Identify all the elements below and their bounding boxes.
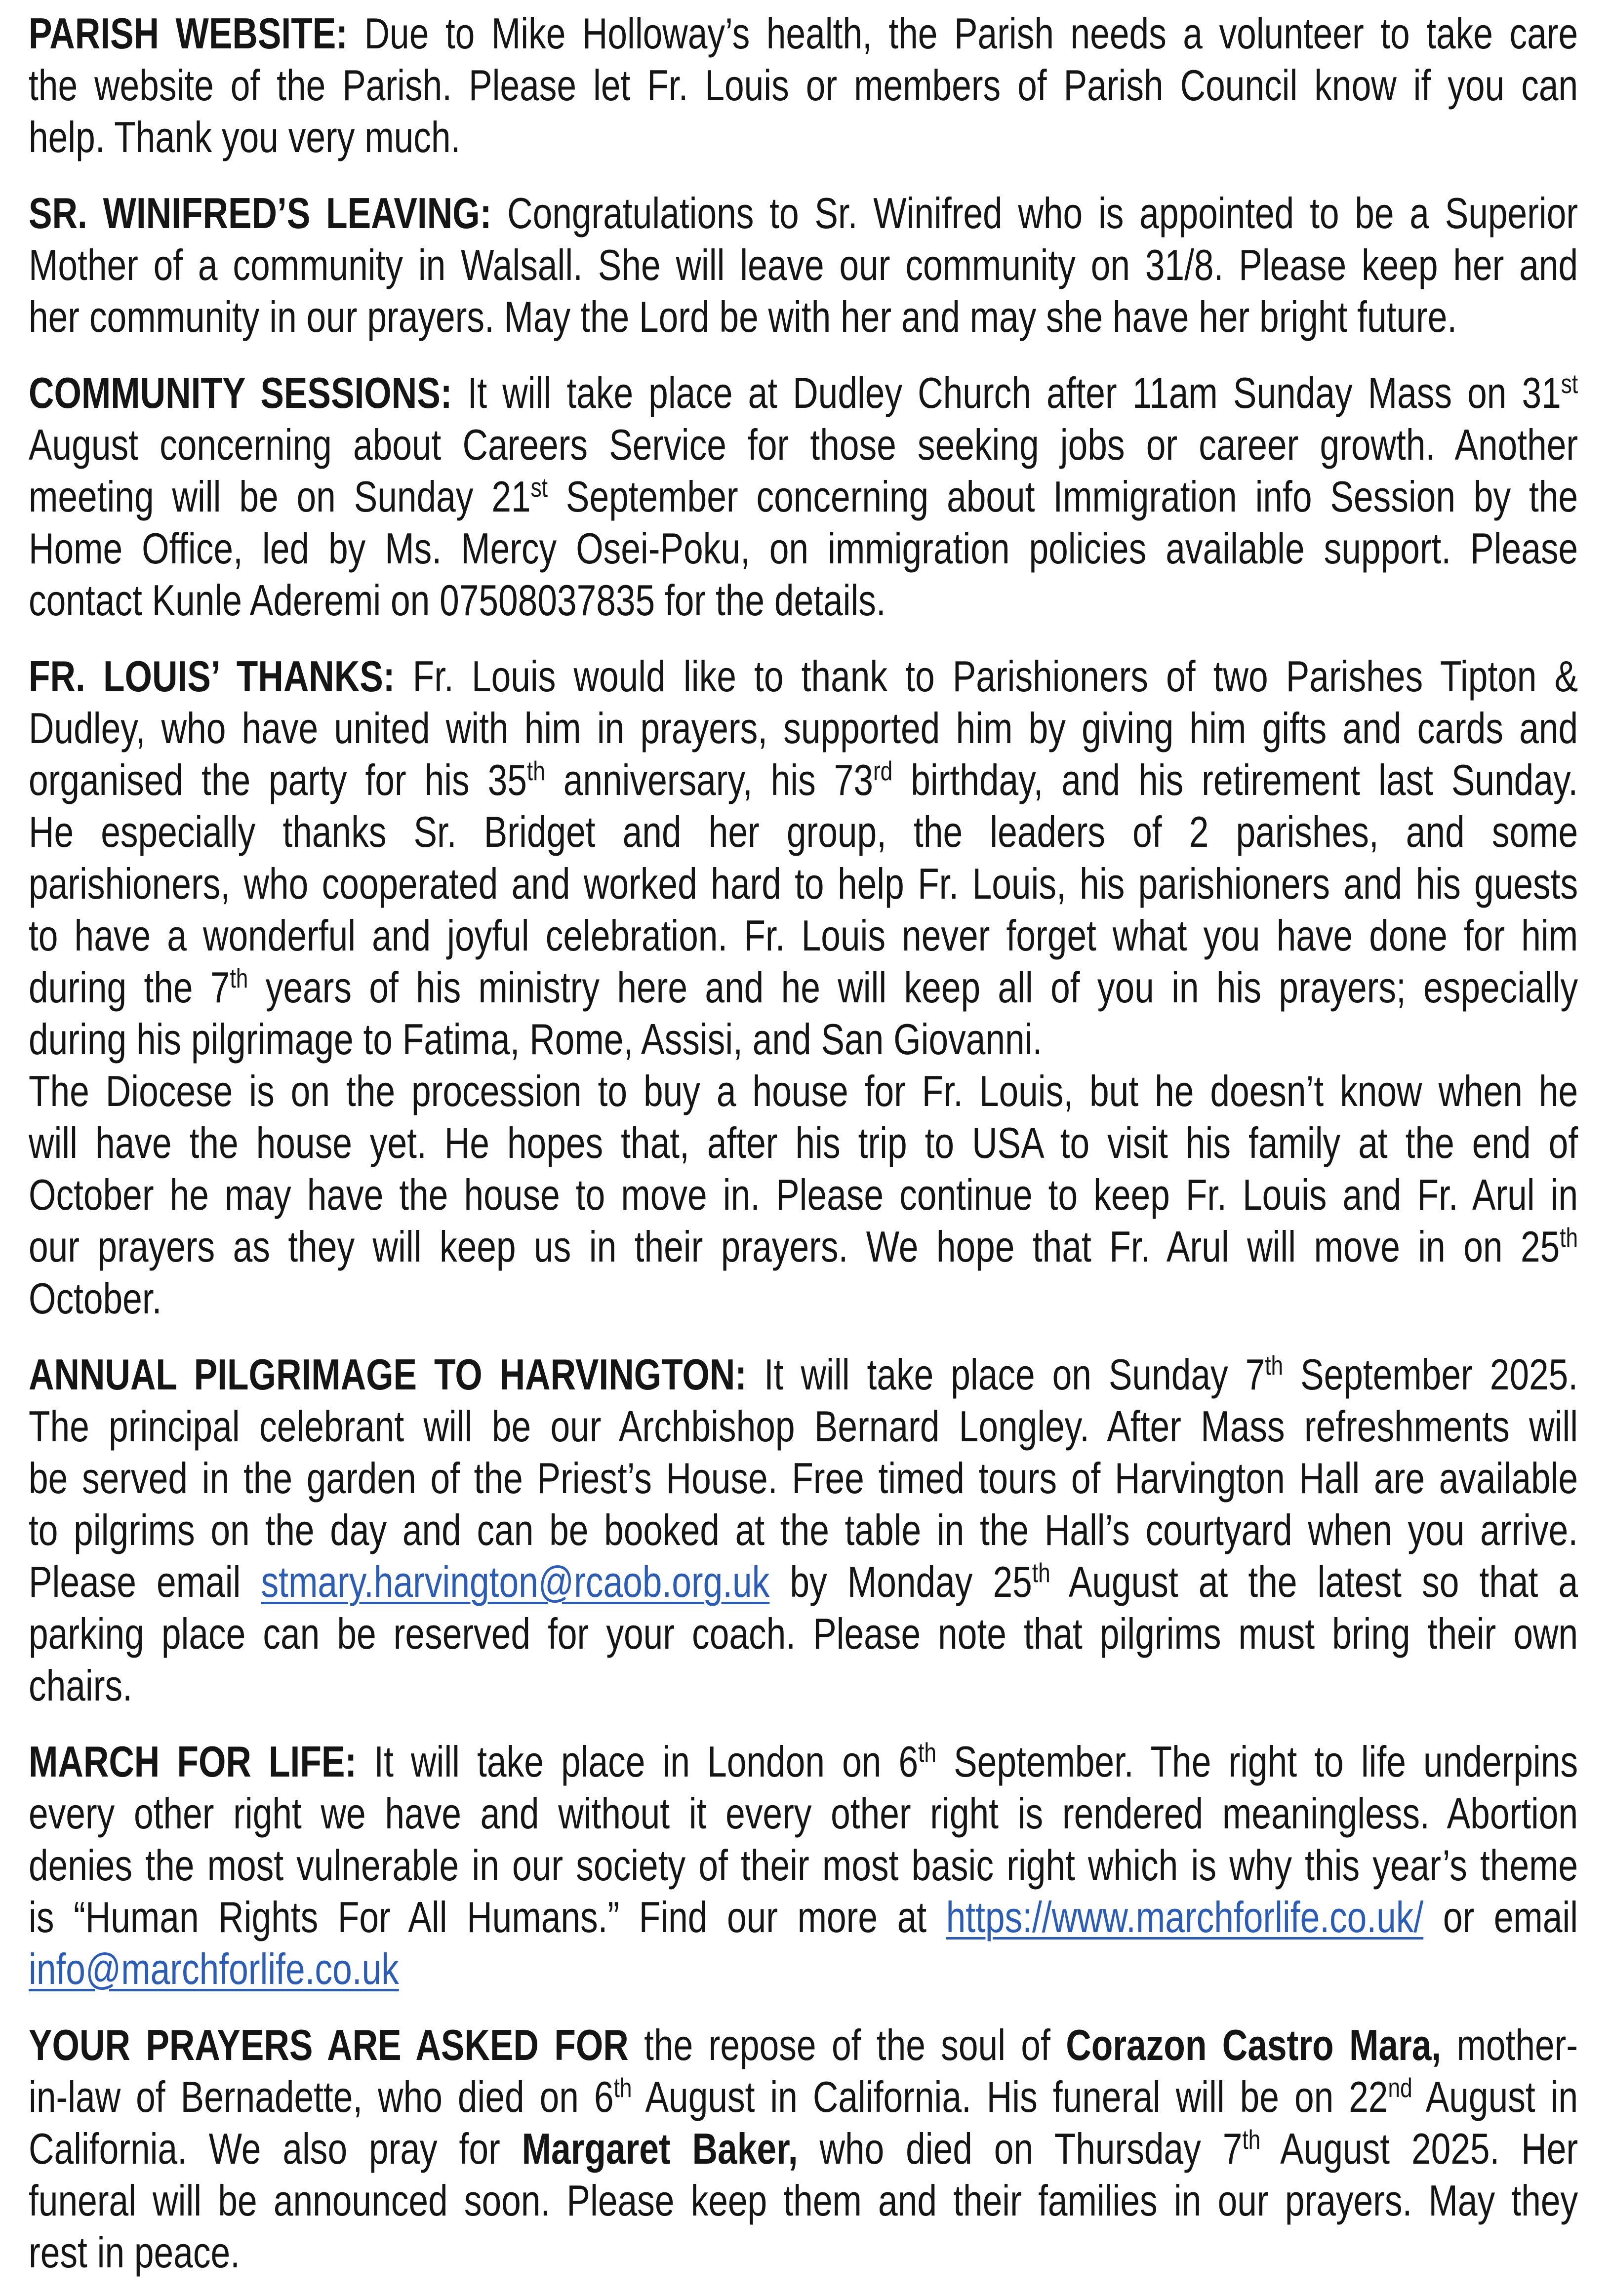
text-run: to have a wonderful and joyful celebration. Fr. Louis never forget what you have done for him — [29, 911, 1578, 960]
notices-column — [29, 7, 1578, 2278]
text-run: denies the most vulnerable in our society of their most basic right which is why this year’s theme — [29, 1841, 1578, 1890]
text-line — [29, 522, 1578, 574]
ordinal-suffix: st — [530, 473, 548, 503]
ordinal-suffix: th — [1265, 1350, 1284, 1381]
text-run: be served in the garden of the Priest’s House. Free timed tours of Harvington Hall are available — [29, 1454, 1578, 1503]
text-line — [29, 1169, 1578, 1221]
notice-parish-website — [29, 7, 1578, 163]
notice-heading: PARISH WEBSITE: — [29, 9, 348, 58]
text-run: September 2025. — [1283, 1350, 1578, 1399]
text-run: It will take place in London on 6 — [357, 1737, 919, 1786]
notice-paragraph — [29, 650, 1578, 1065]
ordinal-suffix: th — [230, 963, 248, 993]
text-line — [29, 1221, 1578, 1272]
text-line — [29, 806, 1578, 858]
notice-paragraph — [29, 367, 1578, 626]
text-run: He especially thanks Sr. Bridget and her group, the leaders of 2 parishes, and some — [29, 807, 1578, 856]
ordinal-suffix: th — [1242, 2125, 1261, 2155]
text-run: The Diocese is on the procession to buy a house for Fr. Louis, but he doesn’t know when he — [29, 1067, 1578, 1115]
text-line — [29, 2123, 1578, 2175]
text-run: mother- — [1441, 2020, 1578, 2069]
text-line — [29, 471, 1578, 522]
text-line — [29, 1013, 1578, 1065]
text-line — [29, 1943, 1578, 1995]
text-run: by Monday 25 — [769, 1557, 1032, 1606]
text-run: rest in peace. — [29, 2228, 240, 2277]
text-run: Fr. Louis would like to thank to Parishioners of two Parishes Tipton & — [395, 652, 1578, 701]
text-run: Please email — [29, 1557, 261, 1606]
text-run: October. — [29, 1274, 162, 1323]
notice-heading: ANNUAL PILGRIMAGE TO HARVINGTON: — [29, 1350, 747, 1399]
text-run: October he may have the house to move in. Please continue to keep Fr. Louis and Fr. Arul in — [29, 1170, 1578, 1219]
text-line — [29, 1504, 1578, 1556]
text-line — [29, 2019, 1578, 2071]
notice-heading: MARCH FOR LIFE: — [29, 1737, 357, 1786]
text-run: September. The right to life underpins — [936, 1737, 1578, 1786]
text-run: Mother of a community in Walsall. She will leave our community on 31/8. Please keep her and — [29, 240, 1578, 289]
text-line — [29, 1608, 1578, 1660]
text-run: parishioners, who cooperated and worked hard to help Fr. Louis, his parishioners and his guests — [29, 859, 1578, 908]
text-run: meeting will be on Sunday 21 — [29, 472, 531, 521]
notice-paragraph — [29, 1736, 1578, 1995]
ordinal-suffix: st — [1561, 369, 1578, 399]
text-line — [29, 367, 1578, 419]
notice-paragraph — [29, 1348, 1578, 1711]
text-run: Dudley, who have united with him in prayers, supported him by giving him gifts and cards and — [29, 704, 1578, 752]
ordinal-suffix: th — [1560, 1223, 1578, 1253]
notice-paragraph — [29, 7, 1578, 163]
notice-heading: SR. WINIFRED’S LEAVING: — [29, 189, 492, 238]
text-line — [29, 1272, 1578, 1324]
text-run: contact Kunle Aderemi on 07508037835 for the details. — [29, 576, 886, 625]
text-line — [29, 574, 1578, 626]
text-line — [29, 2175, 1578, 2226]
text-run: our prayers as they will keep us in their prayers. We hope that Fr. Arul will move in on 25 — [29, 1222, 1560, 1271]
email-link[interactable]: stmary.harvington@rcaob.org.uk — [261, 1557, 770, 1606]
text-line — [29, 1400, 1578, 1452]
text-line — [29, 1787, 1578, 1839]
notice-annual-pilgrimage-to-harvington — [29, 1348, 1578, 1711]
ordinal-suffix: th — [1032, 1558, 1050, 1588]
text-line — [29, 858, 1578, 910]
text-run: the repose of the soul of — [628, 2020, 1066, 2069]
notice-march-for-life — [29, 1736, 1578, 1995]
text-line — [29, 1348, 1578, 1400]
text-line — [29, 1065, 1578, 1117]
text-run: birthday, and his retirement last Sunday. — [892, 755, 1578, 804]
text-line — [29, 59, 1578, 111]
text-line — [29, 1660, 1578, 1711]
text-run: during his pilgrimage to Fatima, Rome, Assisi, and San Giovanni. — [29, 1015, 1043, 1064]
text-run: to pilgrims on the day and can be booked at the table in the Hall’s courtyard when you arrive. — [29, 1505, 1578, 1554]
text-run: every other right we have and without it every other right is rendered meaningless. Abortion — [29, 1789, 1578, 1838]
text-run: in-law of Bernadette, who died on 6 — [29, 2072, 614, 2121]
notice-heading: COMMUNITY SESSIONS: — [29, 368, 452, 417]
text-run: September concerning about Immigration info Session by the — [548, 472, 1578, 521]
ordinal-suffix: th — [526, 756, 545, 786]
text-run: August at the latest so that a — [1050, 1557, 1578, 1606]
text-run: parking place can be reserved for your coach. Please note that pilgrims must bring their own — [29, 1609, 1578, 1658]
text-run: help. Thank you very much. — [29, 113, 461, 161]
ordinal-suffix: th — [918, 1738, 937, 1768]
text-run: will have the house yet. He hopes that, after his trip to USA to visit his family at the end of — [29, 1118, 1578, 1167]
notice-heading: FR. LOUIS’ THANKS: — [29, 652, 395, 701]
bold-name: Corazon Castro Mara, — [1066, 2020, 1442, 2069]
text-run: her community in our prayers. May the Lord be with her and may she have her bright future. — [29, 292, 1457, 341]
text-run: August 2025. Her — [1260, 2124, 1578, 2173]
text-line — [29, 961, 1578, 1013]
ordinal-suffix: rd — [873, 756, 893, 786]
text-run: during the 7 — [29, 963, 230, 1012]
text-run: August concerning about Careers Service for those seeking jobs or career growth. Another — [29, 420, 1578, 469]
text-run: years of his ministry here and he will keep all of you in his prayers; especially — [248, 963, 1578, 1012]
notice-your-prayers-are-asked-for — [29, 2019, 1578, 2278]
text-run: who died on Thursday 7 — [798, 2124, 1243, 2173]
text-run: is “Human Rights For All Humans.” Find our more at — [29, 1893, 946, 1941]
text-run: August in California. His funeral will be on 22 — [632, 2072, 1388, 2121]
text-line — [29, 2226, 1578, 2278]
text-run: chairs. — [29, 1661, 132, 1710]
text-line — [29, 291, 1578, 343]
text-line — [29, 419, 1578, 471]
text-line — [29, 754, 1578, 806]
ordinal-suffix: nd — [1388, 2073, 1412, 2103]
text-run: organised the party for his 35 — [29, 755, 527, 804]
ordinal-suffix: th — [613, 2073, 632, 2103]
text-line — [29, 187, 1578, 239]
text-run: funeral will be announced soon. Please keep them and their families in our prayers. May they — [29, 2176, 1578, 2225]
text-line — [29, 1736, 1578, 1787]
text-line — [29, 239, 1578, 291]
text-line — [29, 1891, 1578, 1943]
notice-community-sessions — [29, 367, 1578, 626]
text-run: August in — [1412, 2072, 1578, 2121]
notice-paragraph — [29, 1065, 1578, 1324]
notice-sr-winifreds-leaving — [29, 187, 1578, 343]
text-run: or email — [1423, 1893, 1578, 1941]
notice-paragraph — [29, 2019, 1578, 2278]
text-run: California. We also pray for — [29, 2124, 522, 2173]
text-line — [29, 7, 1578, 59]
notice-fr-louis-thanks — [29, 650, 1578, 1324]
bold-name: Margaret Baker, — [522, 2124, 798, 2173]
text-run: Due to Mike Holloway’s health, the Parish needs a volunteer to take care — [348, 9, 1578, 58]
text-run: It will take place on Sunday 7 — [747, 1350, 1265, 1399]
text-run: The principal celebrant will be our Archbishop Bernard Longley. After Mass refreshments will — [29, 1402, 1578, 1451]
text-run: Home Office, led by Ms. Mercy Osei-Poku, on immigration policies available support. Please — [29, 524, 1578, 573]
text-line — [29, 650, 1578, 702]
text-line — [29, 1839, 1578, 1891]
email-link[interactable]: info@marchforlife.co.uk — [29, 1944, 399, 1993]
text-line — [29, 1117, 1578, 1169]
text-line — [29, 1452, 1578, 1504]
text-line — [29, 910, 1578, 961]
text-line — [29, 1556, 1578, 1608]
notice-heading: YOUR PRAYERS ARE ASKED FOR — [29, 2020, 629, 2069]
text-line — [29, 2071, 1578, 2123]
text-run: anniversary, his 73 — [545, 755, 873, 804]
text-line — [29, 702, 1578, 754]
text-run: the website of the Parish. Please let Fr. Louis or members of Parish Council know if you can — [29, 61, 1578, 110]
text-line — [29, 111, 1578, 163]
text-run: Congratulations to Sr. Winifred who is appointed to be a Superior — [491, 189, 1578, 238]
notice-paragraph — [29, 187, 1578, 343]
text-run: It will take place at Dudley Church after 11am Sunday Mass on 31 — [452, 368, 1561, 417]
website-link[interactable]: https://www.marchforlife.co.uk/ — [946, 1893, 1424, 1941]
